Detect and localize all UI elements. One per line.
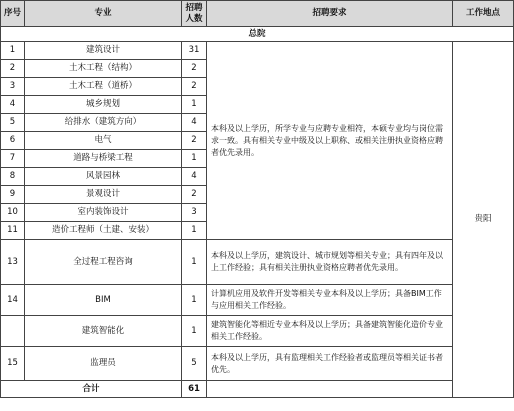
requirements-row-intel: 建筑智能化等相近专业本科及以上学历；具备建筑智能化造价专业相关工作经验。 <box>207 316 453 347</box>
row-count: 4 <box>182 114 207 132</box>
row-major: 监理员 <box>25 347 182 381</box>
row-no: 2 <box>1 60 25 78</box>
row-major: BIM <box>25 285 182 316</box>
row-no: 5 <box>1 114 25 132</box>
row-major: 电气 <box>25 132 182 150</box>
header-major: 专业 <box>25 1 182 27</box>
row-no: 15 <box>1 347 25 381</box>
row-count: 2 <box>182 78 207 96</box>
work-location: 贵阳 <box>453 42 514 398</box>
row-no: 1 <box>1 42 25 60</box>
header-count: 招聘人数 <box>182 1 207 27</box>
row-major: 造价工程师（土建、安装） <box>25 222 182 240</box>
row-count: 1 <box>182 316 207 347</box>
header-no: 序号 <box>1 1 25 27</box>
row-no: 3 <box>1 78 25 96</box>
row-no: 4 <box>1 96 25 114</box>
row-major: 城乡规划 <box>25 96 182 114</box>
total-label: 合计 <box>1 381 182 398</box>
requirements-row-15: 本科及以上学历，具有监理相关工作经验者或监理员等相关证书者优先。 <box>207 347 453 381</box>
row-major: 土木工程（道桥） <box>25 78 182 96</box>
row-count: 4 <box>182 168 207 186</box>
header-location: 工作地点 <box>453 1 514 27</box>
requirements-row-13: 本科及以上学历，建筑设计、城市规划等相关专业；具有四年及以上工作经验；具有相关注册执业资格应聘者优先录用。 <box>207 240 453 285</box>
row-count: 2 <box>182 132 207 150</box>
row-no: 8 <box>1 168 25 186</box>
requirements-group-1-11: 本科及以上学历，所学专业与应聘专业相符，本硕专业均与岗位需求一致。具有相关专业中级及以上职称、或相关注册执业资格应聘者优先录用。 <box>207 42 453 240</box>
row-major: 土木工程（结构） <box>25 60 182 78</box>
row-count: 3 <box>182 204 207 222</box>
total-row <box>1 381 514 398</box>
row-no: 7 <box>1 150 25 168</box>
row-count: 2 <box>182 60 207 78</box>
row-major: 风景园林 <box>25 168 182 186</box>
row-count: 1 <box>182 222 207 240</box>
row-count: 5 <box>182 347 207 381</box>
row-major: 景观设计 <box>25 186 182 204</box>
table-row <box>1 347 514 381</box>
section-row <box>1 27 514 42</box>
row-count: 1 <box>182 150 207 168</box>
row-major: 建筑设计 <box>25 42 182 60</box>
row-no: 14 <box>1 285 25 316</box>
requirements-row-14: 计算机应用及软件开发等相关专业本科及以上学历；具备BIM工作与应用相关工作经验。 <box>207 285 453 316</box>
row-major: 建筑智能化 <box>25 316 182 347</box>
table-row <box>1 316 514 347</box>
header-requirements: 招聘要求 <box>207 1 453 27</box>
row-no: 9 <box>1 186 25 204</box>
row-count: 31 <box>182 42 207 60</box>
row-no: 13 <box>1 240 25 285</box>
row-no <box>1 316 25 347</box>
row-no: 11 <box>1 222 25 240</box>
row-major: 全过程工程咨询 <box>25 240 182 285</box>
row-count: 1 <box>182 240 207 285</box>
total-empty-cell <box>207 381 453 398</box>
row-major: 室内装饰设计 <box>25 204 182 222</box>
section-title: 总院 <box>1 27 514 42</box>
table-row <box>1 240 514 285</box>
row-count: 1 <box>182 285 207 316</box>
row-count: 1 <box>182 96 207 114</box>
total-count: 61 <box>182 381 207 398</box>
row-count: 2 <box>182 186 207 204</box>
row-no: 10 <box>1 204 25 222</box>
header-row <box>1 1 514 27</box>
table-row <box>1 285 514 316</box>
table-row <box>1 42 514 60</box>
row-major: 给排水（建筑方向） <box>25 114 182 132</box>
row-major: 道路与桥梁工程 <box>25 150 182 168</box>
row-no: 6 <box>1 132 25 150</box>
